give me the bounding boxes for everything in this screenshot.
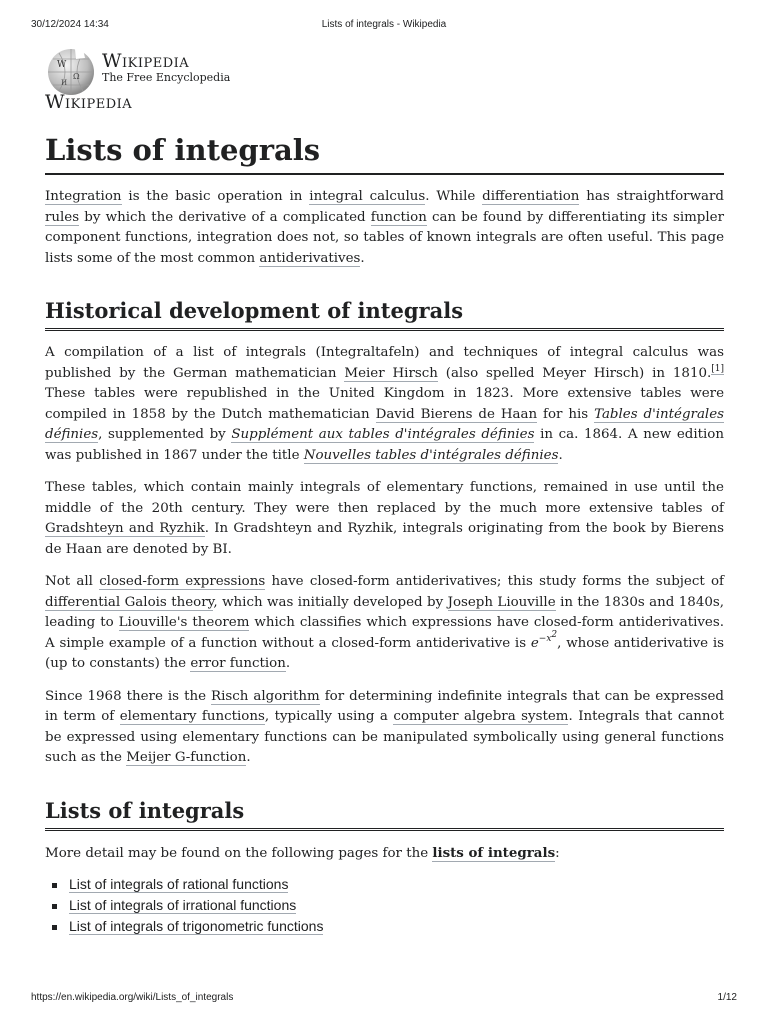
text: A compilation of a list of integrals (Integraltafeln) and techniques of integral calculus was published by the German mathematician xyxy=(45,345,724,381)
text: . xyxy=(285,656,291,671)
print-footer xyxy=(0,992,768,1006)
text: , typically using a xyxy=(264,709,394,724)
text: . While xyxy=(425,189,483,204)
text: Since 1968 there is the xyxy=(45,688,212,704)
text: . xyxy=(246,750,251,765)
text: in the 1830s and 1840s, leading to xyxy=(45,594,724,630)
text: . xyxy=(360,250,365,266)
history-paragraph-1 xyxy=(45,343,724,466)
link-function[interactable]: function xyxy=(370,209,427,225)
logo-tagline: The Free Encyclopedia xyxy=(102,71,231,84)
integral-lists xyxy=(45,874,724,937)
text: Not all xyxy=(45,574,100,589)
history-paragraph-3 xyxy=(45,572,724,675)
list-item xyxy=(69,874,724,895)
link-meijer-g[interactable]: Meijer G-function xyxy=(126,750,247,765)
text: can be found by differentiating its simpler component functions, integration does not, so tables of known integrals are often useful. This page lists some of the most common xyxy=(45,209,724,266)
link-integral-calculus[interactable]: integral calculus xyxy=(309,189,426,204)
svg-text:И: И xyxy=(61,79,68,87)
text: for determining indefinite integrals that can be expressed in term of xyxy=(45,688,724,724)
text: More detail may be found on the following pages for the xyxy=(45,845,433,861)
print-page-title: Lists of integrals - Wikipedia xyxy=(321,19,447,30)
text: in ca. 1864. A new edition was published in 1867 under the title xyxy=(45,427,724,463)
link-rational-functions[interactable]: List of integrals of rational functions xyxy=(69,876,289,892)
text: is the basic operation in xyxy=(121,189,310,204)
link-closed-form[interactable]: closed-form expressions xyxy=(99,574,266,589)
logo-wordmark-secondary: Wikipedia xyxy=(45,91,133,113)
text: . Integrals that cannot be expressed using elementary functions can be manipulated symbolically using general functions such as the xyxy=(45,709,724,765)
math-base: e xyxy=(530,635,539,651)
text: for his xyxy=(537,406,595,422)
svg-text:W: W xyxy=(57,60,67,70)
link-liouville-theorem[interactable]: Liouville's theorem xyxy=(118,615,250,630)
print-header xyxy=(0,19,768,33)
link-tables-integrales[interactable]: Tables d'intégrales définies xyxy=(45,406,725,442)
link-nouvelles-tables[interactable]: Nouvelles tables d'intégrales définies xyxy=(303,447,559,463)
text: by which the derivative of a complicated xyxy=(79,209,371,225)
text: These tables, which contain mainly integrals of elementary functions, remained in use until the middle of the 20th century. They were then replaced by the much more extensive tables of xyxy=(45,480,724,516)
logo-title: Wikipedia xyxy=(102,50,190,72)
math-exp-power: 2 xyxy=(551,630,558,641)
print-page-number: 1/12 xyxy=(717,992,737,1003)
link-liouville[interactable]: Joseph Liouville xyxy=(447,594,556,610)
link-trigonometric-functions[interactable]: List of integrals of trigonometric functions xyxy=(69,918,324,934)
link-bierens-de-haan[interactable]: David Bierens de Haan xyxy=(375,406,538,422)
link-rules[interactable]: rules xyxy=(45,209,80,225)
link-gradshteyn-ryzhik[interactable]: Gradshteyn and Ryzhik xyxy=(45,521,205,536)
lists-paragraph xyxy=(45,843,724,865)
intro-paragraph xyxy=(45,187,724,269)
list-item xyxy=(69,895,724,916)
link-differentiation[interactable]: differentiation xyxy=(482,189,580,204)
wikipedia-logo[interactable] xyxy=(45,45,724,113)
link-supplement[interactable]: Supplément aux tables d'intégrales définies xyxy=(231,427,535,442)
math-exponent xyxy=(538,630,558,645)
logo-wordmark xyxy=(102,51,230,85)
citation-link[interactable]: [1] xyxy=(711,364,724,375)
text: . In Gradshteyn and Ryzhik, integrals originating from the book by Bierens de Haan are denoted by BI. xyxy=(45,521,725,557)
section-heading-lists: Lists of integrals xyxy=(45,797,724,831)
link-galois-theory[interactable]: differential Galois theory xyxy=(45,594,214,610)
print-url: https://en.wikipedia.org/wiki/Lists_of_integrals xyxy=(31,992,234,1003)
math-exp: −x xyxy=(538,634,552,645)
history-paragraph-2 xyxy=(45,478,724,560)
link-elementary-functions[interactable]: elementary functions xyxy=(119,709,265,724)
text: (also spelled Meyer Hirsch) in 1810. xyxy=(437,365,712,381)
section-heading-history: Historical development of integrals xyxy=(45,297,724,331)
link-risch-algorithm[interactable]: Risch algorithm xyxy=(211,688,320,704)
link-lists-of-integrals[interactable]: lists of integrals xyxy=(432,844,556,861)
print-datetime: 30/12/2024 14:34 xyxy=(31,19,109,30)
wikipedia-globe-icon xyxy=(45,45,97,97)
text: : xyxy=(555,845,560,861)
link-integration[interactable]: Integration xyxy=(45,189,122,204)
text: , supplemented by xyxy=(98,427,232,442)
text: which classifies which expressions have closed-form antiderivatives. A simple example of a function without a closed-form antiderivative is xyxy=(45,615,724,651)
list-item xyxy=(69,916,724,937)
link-irrational-functions[interactable]: List of integrals of irrational functions xyxy=(69,897,297,913)
link-antiderivatives[interactable]: antiderivatives xyxy=(259,250,361,266)
svg-text:Ω: Ω xyxy=(73,72,80,81)
link-error-function[interactable]: error function xyxy=(190,656,286,671)
page-title: Lists of integrals xyxy=(45,131,724,175)
text: , whose antiderivative is (up to constants) the xyxy=(45,635,725,671)
article-content xyxy=(45,45,724,937)
link-meier-hirsch[interactable]: Meier Hirsch xyxy=(344,365,438,381)
text: These tables were republished in the United Kingdom in 1823. More extensive tables were compiled in 1858 by the Dutch mathematician xyxy=(45,386,724,422)
history-paragraph-4 xyxy=(45,687,724,769)
text: have closed-form antiderivatives; this study forms the subject of xyxy=(265,574,724,589)
text: . xyxy=(558,447,563,463)
text: , which was initially developed by xyxy=(213,594,448,610)
text: has straightforward xyxy=(579,189,724,204)
link-computer-algebra[interactable]: computer algebra system xyxy=(393,709,569,724)
math-expression xyxy=(530,630,558,651)
